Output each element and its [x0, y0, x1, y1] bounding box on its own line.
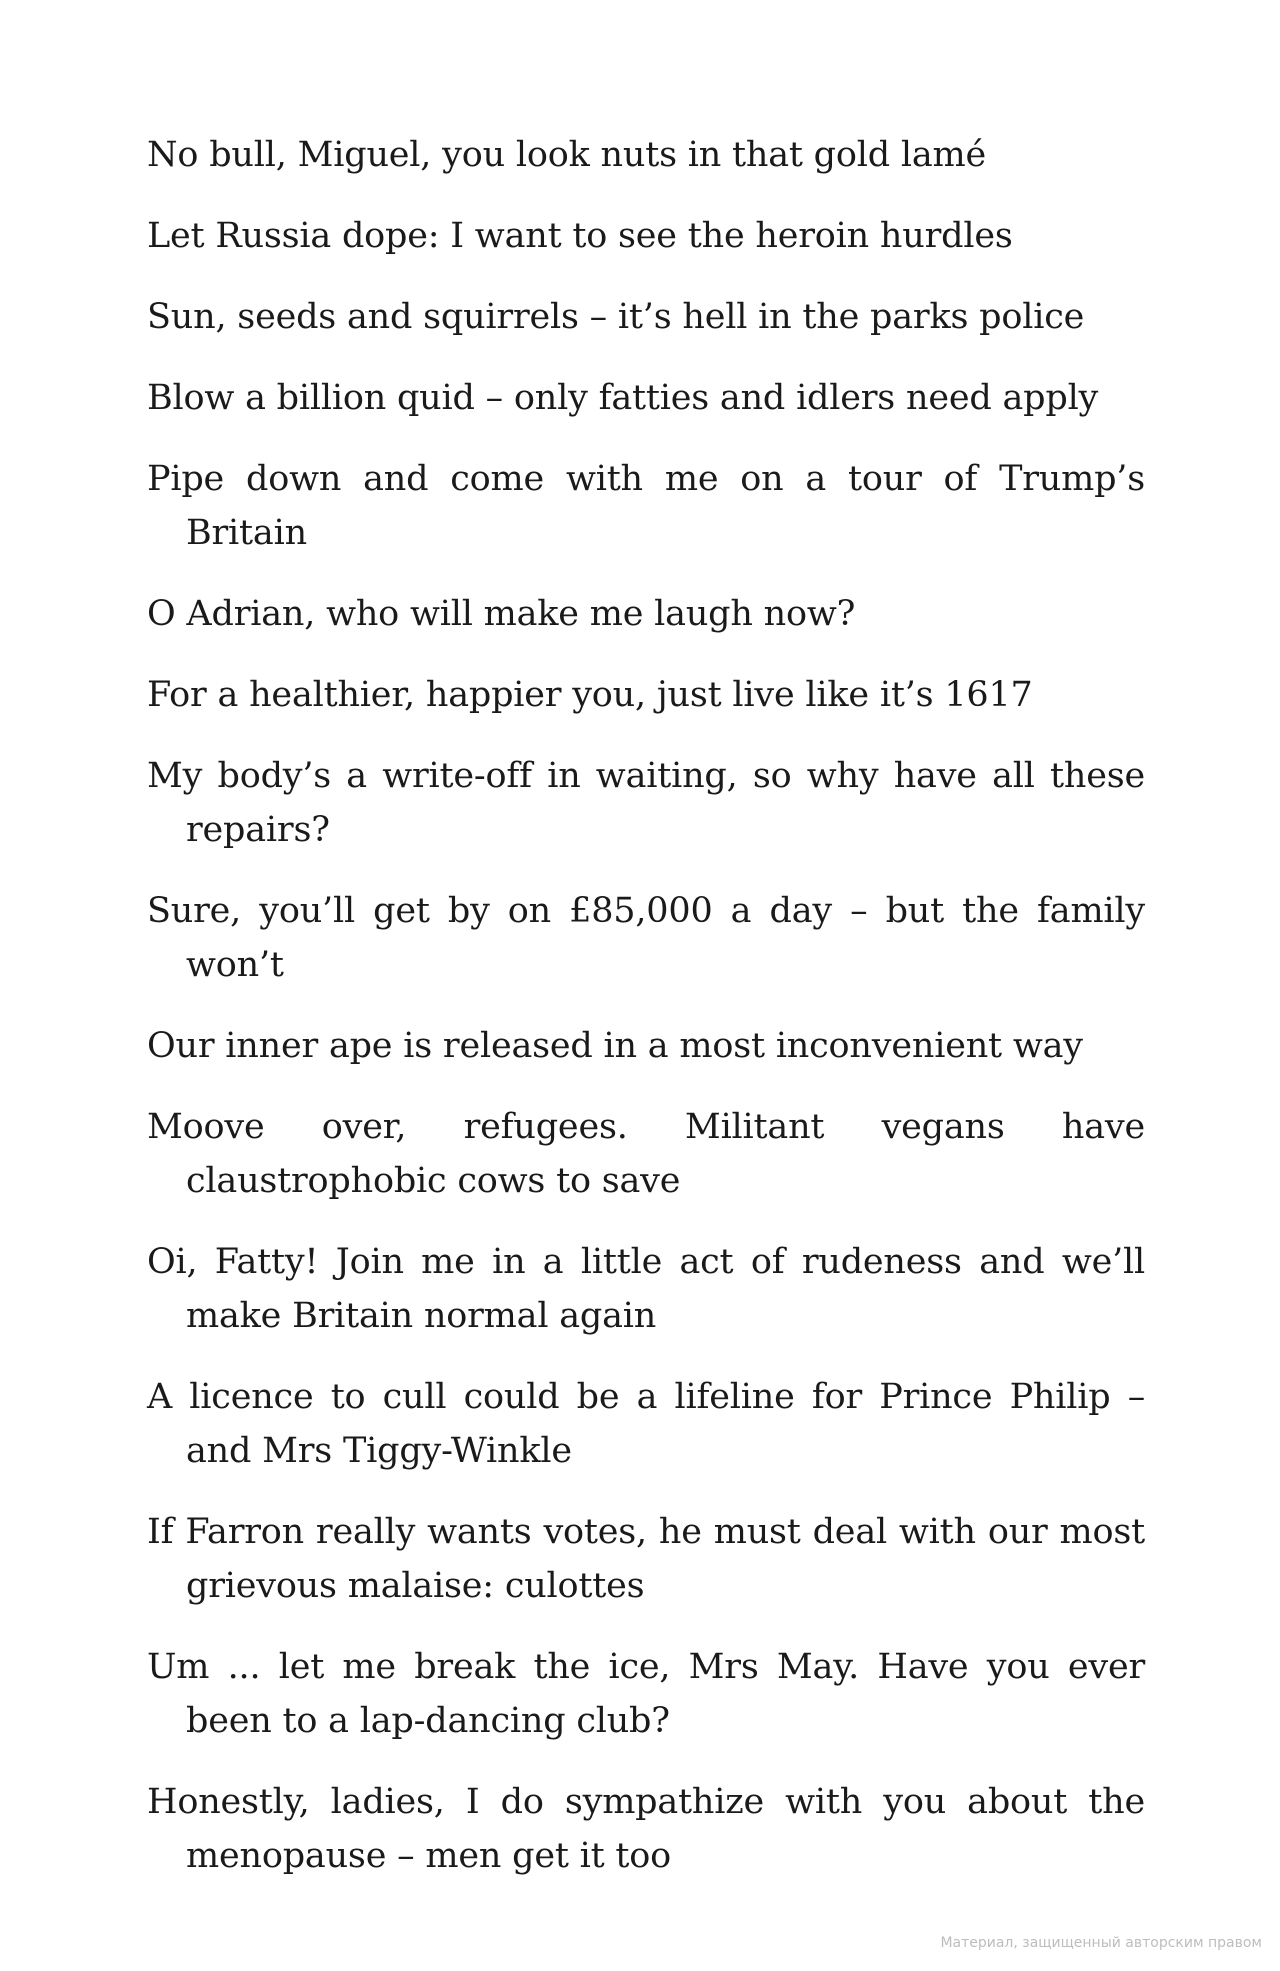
contents-entry: O Adrian, who will make me laugh now?	[147, 594, 856, 634]
contents-entry: Moove over, refugees. Militant vegans have claustrophobic cows to save	[147, 1107, 1145, 1201]
contents-entry: No bull, Miguel, you look nuts in that gold lamé	[147, 135, 987, 175]
contents-entry: For a healthier, happier you, just live like it’s 1617	[147, 675, 1033, 715]
contents-entry: Let Russia dope: I want to see the heroin hurdles	[147, 216, 1013, 256]
contents-entry: Blow a billion quid – only fatties and idlers need apply	[147, 378, 1099, 418]
contents-entry: Sun, seeds and squirrels – it’s hell in the parks police	[147, 297, 1085, 337]
contents-entry: Sure, you’ll get by on £85,000 a day – but the family won’t	[147, 891, 1145, 985]
contents-entry: Oi, Fatty! Join me in a little act of rudeness and we’ll make Britain normal again	[147, 1242, 1145, 1336]
contents-list	[147, 128, 1145, 1910]
contents-entry: My body’s a write-off in waiting, so why have all these repairs?	[147, 756, 1145, 850]
contents-entry: Um ... let me break the ice, Mrs May. Have you ever been to a lap-dancing club?	[147, 1647, 1145, 1741]
contents-entry: A licence to cull could be a lifeline for Prince Philip – and Mrs Tiggy-Winkle	[147, 1377, 1145, 1471]
contents-entry: Honestly, ladies, I do sympathize with you about the menopause – men get it too	[147, 1782, 1145, 1876]
copyright-watermark: Материал, защищенный авторским правом	[940, 1935, 1262, 1951]
contents-entry: If Farron really wants votes, he must deal with our most grievous malaise: culottes	[147, 1512, 1145, 1606]
contents-entry: Our inner ape is released in a most inconvenient way	[147, 1026, 1083, 1066]
contents-entry: Pipe down and come with me on a tour of Trump’s Britain	[147, 459, 1145, 553]
